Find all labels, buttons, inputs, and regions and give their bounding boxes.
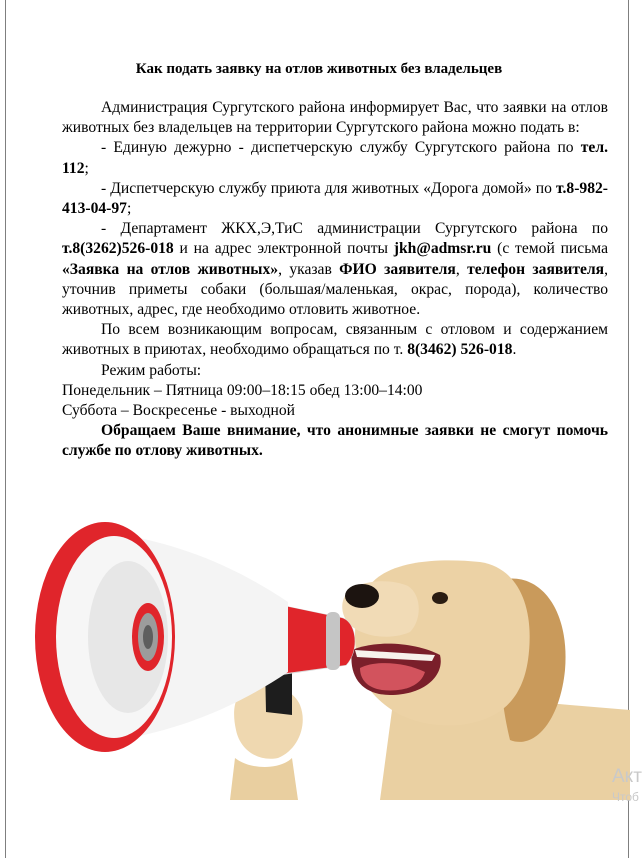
document-body <box>62 98 608 462</box>
questions-phone: 8(3462) 526-018 <box>407 341 513 359</box>
megaphone-dog-illustration <box>30 500 630 800</box>
questions-text: По всем возникающим вопросам, связанным с отловом и содержанием животных в приютах, необходимо обращаться по т. <box>62 321 608 359</box>
list-item-edds <box>62 138 608 178</box>
dog-nose <box>345 584 379 608</box>
applicant-fio: ФИО заявителя <box>339 260 456 278</box>
edds-phone: тел. 112 <box>62 139 608 177</box>
list-item-shelter <box>62 179 608 219</box>
intro-paragraph: Администрация Сургутского района информирует Вас, что заявки на отлов животных без владельцев на территории Сургутского района можно подать в: <box>62 99 608 137</box>
department-text-4: , указав <box>278 260 340 278</box>
questions-paragraph <box>62 320 608 360</box>
schedule-weekend: Суббота – Воскресенье - выходной <box>62 402 295 420</box>
list-item-shelter-text: - Диспетчерскую службу приюта для животных «Дорога домой» по <box>101 179 557 197</box>
department-phone: т.8(3262)526-018 <box>62 240 174 258</box>
dog-eye <box>432 592 448 604</box>
list-item-department <box>62 219 608 320</box>
schedule-weekdays: Понедельник – Пятница 09:00–18:15 обед 13:00–14:00 <box>62 381 423 399</box>
department-text-3: (с темой письма <box>491 240 608 258</box>
email-subject: «Заявка на отлов животных» <box>62 260 279 278</box>
activation-watermark <box>612 766 642 804</box>
department-text-6: , уточнив приметы собаки (большая/маленькая, окрас, порода), количество животных, адрес, где необходимо отловить животное. <box>62 260 608 319</box>
watermark-line-2: Чтоб <box>612 790 639 804</box>
department-text-2: и на адрес электронной почты <box>173 240 394 258</box>
notice-paragraph: Обращаем Ваше внимание, что анонимные заявки не смогут помочь службе по отлову животных. <box>62 422 608 460</box>
list-item-edds-end: ; <box>84 159 89 177</box>
watermark-line-1: Акт <box>612 766 642 787</box>
schedule-heading: Режим работы: <box>101 361 202 379</box>
department-text-5: , <box>455 260 468 278</box>
department-text-1: - Департамент ЖКХ,Э,ТиС администрации Сургутского района по <box>101 220 608 238</box>
applicant-phone: телефон заявителя <box>467 260 605 278</box>
page-edge-left <box>5 0 6 858</box>
shelter-phone: т.8-982-413-04-97 <box>62 179 608 218</box>
list-item-shelter-end: ; <box>126 200 132 218</box>
megaphone-illustration <box>35 522 355 752</box>
questions-end: . <box>512 341 517 359</box>
list-item-edds-text: - Единую дежурно - диспетчерскую службу Сургутского района по <box>101 139 581 157</box>
document-title: Как подать заявку на отлов животных без владельцев <box>135 61 503 77</box>
department-email: jkh@admsr.ru <box>393 240 492 258</box>
